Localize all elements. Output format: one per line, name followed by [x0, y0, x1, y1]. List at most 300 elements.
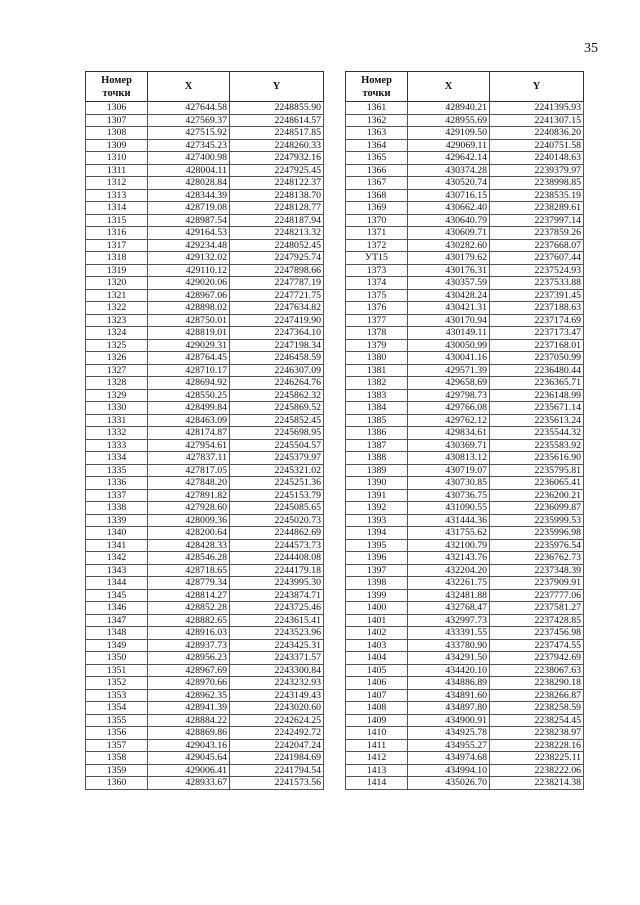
x-cell: 429045.64 — [148, 752, 230, 765]
table-row — [346, 202, 584, 215]
y-cell: 2247932.16 — [230, 152, 324, 165]
table-row — [86, 139, 324, 152]
point-number-cell: 1409 — [346, 714, 408, 727]
y-cell: 2237524.93 — [490, 264, 584, 277]
point-number-cell: 1399 — [346, 589, 408, 602]
point-number-cell: 1334 — [86, 452, 148, 465]
table-row — [346, 114, 584, 127]
x-cell: 429043.16 — [148, 739, 230, 752]
point-number-cell: 1360 — [86, 777, 148, 790]
table-row — [346, 377, 584, 390]
x-cell: 430170.94 — [408, 314, 490, 327]
x-cell: 428970.66 — [148, 677, 230, 690]
y-cell: 2237997.14 — [490, 214, 584, 227]
y-cell: 2245869.52 — [230, 402, 324, 415]
x-cell: 428869.86 — [148, 727, 230, 740]
table-row — [86, 114, 324, 127]
x-cell: 428546.28 — [148, 552, 230, 565]
point-number-cell: 1336 — [86, 477, 148, 490]
x-cell: 429642.14 — [408, 152, 490, 165]
point-number-cell: 1350 — [86, 652, 148, 665]
point-number-cell: 1309 — [86, 139, 148, 152]
x-cell: 428004.11 — [148, 164, 230, 177]
x-cell: 428344.39 — [148, 189, 230, 202]
x-cell: 431444.36 — [408, 514, 490, 527]
y-cell: 2237428.85 — [490, 614, 584, 627]
header-y: Y — [490, 72, 584, 102]
table-row — [346, 339, 584, 352]
table-row — [346, 752, 584, 765]
table-row — [346, 427, 584, 440]
header-point-number: Номер точки — [86, 72, 148, 102]
x-cell: 428750.01 — [148, 314, 230, 327]
x-cell: 431755.62 — [408, 527, 490, 540]
point-number-cell: 1392 — [346, 502, 408, 515]
y-cell: 2237859.26 — [490, 227, 584, 240]
y-cell: 2243523.96 — [230, 627, 324, 640]
table-row — [86, 764, 324, 777]
point-number-cell: 1345 — [86, 589, 148, 602]
point-number-cell: 1308 — [86, 127, 148, 140]
table-row — [346, 702, 584, 715]
point-number-cell: 1411 — [346, 739, 408, 752]
point-number-cell: 1383 — [346, 389, 408, 402]
x-cell: 429069.11 — [408, 139, 490, 152]
point-number-cell: 1327 — [86, 364, 148, 377]
x-cell: 432100.79 — [408, 539, 490, 552]
table-row — [346, 127, 584, 140]
table-row — [346, 189, 584, 202]
table-row — [86, 502, 324, 515]
y-cell: 2237168.01 — [490, 339, 584, 352]
x-cell: 430149.11 — [408, 327, 490, 340]
x-cell: 430282.60 — [408, 239, 490, 252]
table-row — [86, 464, 324, 477]
x-cell: 430176.31 — [408, 264, 490, 277]
y-cell: 2245379.97 — [230, 452, 324, 465]
point-number-cell: 1364 — [346, 139, 408, 152]
y-cell: 2247634.82 — [230, 302, 324, 315]
x-cell: 429834.61 — [408, 427, 490, 440]
table-row — [86, 252, 324, 265]
table-body-right — [346, 102, 584, 790]
point-number-cell: 1406 — [346, 677, 408, 690]
y-cell: 2248187.94 — [230, 214, 324, 227]
x-cell: 428967.69 — [148, 664, 230, 677]
x-cell: 427891.82 — [148, 489, 230, 502]
point-number-cell: 1374 — [346, 277, 408, 290]
x-cell: 428940.21 — [408, 102, 490, 115]
y-cell: 2245852.45 — [230, 414, 324, 427]
point-number-cell: 1310 — [86, 152, 148, 165]
x-cell: 433780.90 — [408, 639, 490, 652]
y-cell: 2245153.79 — [230, 489, 324, 502]
table-row — [86, 727, 324, 740]
table-row — [346, 214, 584, 227]
x-cell: 428174.87 — [148, 427, 230, 440]
y-cell: 2238225.11 — [490, 752, 584, 765]
x-cell: 430736.75 — [408, 489, 490, 502]
point-number-cell: 1387 — [346, 439, 408, 452]
y-cell: 2247198.34 — [230, 339, 324, 352]
point-number-cell: 1306 — [86, 102, 148, 115]
x-cell: 430041.16 — [408, 352, 490, 365]
x-cell: 430050.99 — [408, 339, 490, 352]
point-number-cell: 1393 — [346, 514, 408, 527]
table-row — [346, 464, 584, 477]
point-number-cell: 1335 — [86, 464, 148, 477]
y-cell: 2237607.44 — [490, 252, 584, 265]
header-point-number: Номер точки — [346, 72, 408, 102]
y-cell: 2248138.70 — [230, 189, 324, 202]
point-number-cell: 1315 — [86, 214, 148, 227]
point-number-cell: 1365 — [346, 152, 408, 165]
x-cell: 428955.69 — [408, 114, 490, 127]
point-number-cell: 1329 — [86, 389, 148, 402]
y-cell: 2238290.18 — [490, 677, 584, 690]
point-number-cell: 1408 — [346, 702, 408, 715]
y-cell: 2245698.95 — [230, 427, 324, 440]
y-cell: 2244408.08 — [230, 552, 324, 565]
x-cell: 427400.98 — [148, 152, 230, 165]
table-row — [86, 514, 324, 527]
y-cell: 2248517.85 — [230, 127, 324, 140]
y-cell: 2235613.24 — [490, 414, 584, 427]
y-cell: 2235996.98 — [490, 527, 584, 540]
y-cell: 2243020.60 — [230, 702, 324, 715]
point-number-cell: 1401 — [346, 614, 408, 627]
y-cell: 2246264.76 — [230, 377, 324, 390]
table-row — [86, 439, 324, 452]
y-cell: 2237348.39 — [490, 564, 584, 577]
point-number-cell: 1414 — [346, 777, 408, 790]
point-number-cell: 1359 — [86, 764, 148, 777]
x-cell: 429798.73 — [408, 389, 490, 402]
y-cell: 2238254.45 — [490, 714, 584, 727]
header-y: Y — [230, 72, 324, 102]
point-number-cell: 1378 — [346, 327, 408, 340]
y-cell: 2241395.93 — [490, 102, 584, 115]
y-cell: 2235795.81 — [490, 464, 584, 477]
point-number-cell: 1366 — [346, 164, 408, 177]
y-cell: 2237581.27 — [490, 602, 584, 615]
x-cell: 427954.61 — [148, 439, 230, 452]
point-number-cell: 1324 — [86, 327, 148, 340]
x-cell: 428819.01 — [148, 327, 230, 340]
y-cell: 2237456.98 — [490, 627, 584, 640]
table-row — [346, 327, 584, 340]
point-number-cell: 1307 — [86, 114, 148, 127]
table-row — [346, 514, 584, 527]
x-cell: 430813.12 — [408, 452, 490, 465]
table-row — [346, 252, 584, 265]
table-row — [346, 539, 584, 552]
table-row — [346, 477, 584, 490]
x-cell: 434897.80 — [408, 702, 490, 715]
point-number-cell: 1368 — [346, 189, 408, 202]
x-cell: 428009.36 — [148, 514, 230, 527]
point-number-cell: 1381 — [346, 364, 408, 377]
x-cell: 429109.50 — [408, 127, 490, 140]
x-cell: 434900.91 — [408, 714, 490, 727]
coordinates-table-left — [85, 71, 324, 790]
y-cell: 2239379.97 — [490, 164, 584, 177]
table-row — [86, 127, 324, 140]
y-cell: 2240751.58 — [490, 139, 584, 152]
x-cell: 431090.55 — [408, 502, 490, 515]
x-cell: 427569.37 — [148, 114, 230, 127]
point-number-cell: 1325 — [86, 339, 148, 352]
point-number-cell: 1347 — [86, 614, 148, 627]
x-cell: 428764.45 — [148, 352, 230, 365]
y-cell: 2245085.65 — [230, 502, 324, 515]
y-cell: 2243300.84 — [230, 664, 324, 677]
point-number-cell: 1388 — [346, 452, 408, 465]
y-cell: 2238228.16 — [490, 739, 584, 752]
x-cell: 428719.08 — [148, 202, 230, 215]
x-cell: 429029.31 — [148, 339, 230, 352]
y-cell: 2237777.06 — [490, 589, 584, 602]
point-number-cell: 1348 — [86, 627, 148, 640]
point-number-cell: 1326 — [86, 352, 148, 365]
x-cell: 428550.25 — [148, 389, 230, 402]
table-row — [346, 764, 584, 777]
table-row — [86, 664, 324, 677]
y-cell: 2246458.59 — [230, 352, 324, 365]
x-cell: 429110.12 — [148, 264, 230, 277]
table-row — [346, 302, 584, 315]
table-row — [346, 364, 584, 377]
y-cell: 2243615.41 — [230, 614, 324, 627]
y-cell: 2241573.56 — [230, 777, 324, 790]
y-cell: 2240836.20 — [490, 127, 584, 140]
x-cell: 429006.41 — [148, 764, 230, 777]
table-row — [86, 327, 324, 340]
point-number-cell: 1355 — [86, 714, 148, 727]
point-number-cell: 1344 — [86, 577, 148, 590]
x-cell: 430357.59 — [408, 277, 490, 290]
x-cell: 428814.27 — [148, 589, 230, 602]
table-row — [86, 777, 324, 790]
table-row — [86, 627, 324, 640]
point-number-cell: 1400 — [346, 602, 408, 615]
point-number-cell: 1397 — [346, 564, 408, 577]
x-cell: 430179.62 — [408, 252, 490, 265]
y-cell: 2237533.88 — [490, 277, 584, 290]
point-number-cell: 1403 — [346, 639, 408, 652]
table-row — [346, 777, 584, 790]
y-cell: 2242624.25 — [230, 714, 324, 727]
table-row — [86, 164, 324, 177]
x-cell: 427817.05 — [148, 464, 230, 477]
table-row — [346, 389, 584, 402]
x-cell: 430374.28 — [408, 164, 490, 177]
table-row — [346, 352, 584, 365]
point-number-cell: 1367 — [346, 177, 408, 190]
y-cell: 2238998.85 — [490, 177, 584, 190]
y-cell: 2238258.59 — [490, 702, 584, 715]
x-cell: 428882.65 — [148, 614, 230, 627]
point-number-cell: 1371 — [346, 227, 408, 240]
table-row — [86, 314, 324, 327]
table-row — [346, 277, 584, 290]
x-cell: 429164.53 — [148, 227, 230, 240]
point-number-cell: 1369 — [346, 202, 408, 215]
header-x: X — [148, 72, 230, 102]
x-cell: 430662.40 — [408, 202, 490, 215]
point-number-cell: 1390 — [346, 477, 408, 490]
x-cell: 429766.08 — [408, 402, 490, 415]
x-cell: 430369.71 — [408, 439, 490, 452]
table-row — [86, 452, 324, 465]
x-cell: 432204.20 — [408, 564, 490, 577]
point-number-cell: 1410 — [346, 727, 408, 740]
x-cell: 430520.74 — [408, 177, 490, 190]
table-row — [86, 552, 324, 565]
x-cell: 428499.84 — [148, 402, 230, 415]
x-cell: 434994.10 — [408, 764, 490, 777]
table-row — [86, 202, 324, 215]
y-cell: 2244862.69 — [230, 527, 324, 540]
y-cell: 2247419.90 — [230, 314, 324, 327]
point-number-cell: 1352 — [86, 677, 148, 690]
table-row — [86, 402, 324, 415]
table-row — [346, 227, 584, 240]
x-cell: 428898.02 — [148, 302, 230, 315]
table-row — [86, 477, 324, 490]
x-cell: 434955.27 — [408, 739, 490, 752]
x-cell: 427345.23 — [148, 139, 230, 152]
point-number-cell: 1373 — [346, 264, 408, 277]
table-body-left — [86, 102, 324, 790]
point-number-cell: 1382 — [346, 377, 408, 390]
y-cell: 2235544.32 — [490, 427, 584, 440]
x-cell: 434974.68 — [408, 752, 490, 765]
y-cell: 2248213.32 — [230, 227, 324, 240]
x-cell: 432768.47 — [408, 602, 490, 615]
x-cell: 434925.78 — [408, 727, 490, 740]
y-cell: 2237188.63 — [490, 302, 584, 315]
y-cell: 2243425.31 — [230, 639, 324, 652]
point-number-cell: 1316 — [86, 227, 148, 240]
header-x: X — [408, 72, 490, 102]
table-row — [86, 339, 324, 352]
x-cell: 432481.88 — [408, 589, 490, 602]
y-cell: 2241984.69 — [230, 752, 324, 765]
y-cell: 2236065.41 — [490, 477, 584, 490]
x-cell: 428779.34 — [148, 577, 230, 590]
y-cell: 2238214.38 — [490, 777, 584, 790]
x-cell: 429132.02 — [148, 252, 230, 265]
point-number-cell: 1385 — [346, 414, 408, 427]
table-row — [86, 264, 324, 277]
x-cell: 430640.79 — [408, 214, 490, 227]
point-number-cell: 1353 — [86, 689, 148, 702]
x-cell: 428710.17 — [148, 364, 230, 377]
point-number-cell: 1384 — [346, 402, 408, 415]
y-cell: 2245020.73 — [230, 514, 324, 527]
table-row — [346, 552, 584, 565]
y-cell: 2243874.71 — [230, 589, 324, 602]
point-number-cell: 1395 — [346, 539, 408, 552]
table-row — [86, 177, 324, 190]
x-cell: 427837.11 — [148, 452, 230, 465]
x-cell: 428028.84 — [148, 177, 230, 190]
table-row — [346, 652, 584, 665]
y-cell: 2238238.97 — [490, 727, 584, 740]
y-cell: 2248052.45 — [230, 239, 324, 252]
point-number-cell: 1407 — [346, 689, 408, 702]
table-row — [86, 564, 324, 577]
x-cell: 428884.22 — [148, 714, 230, 727]
table-row — [86, 189, 324, 202]
table-row — [346, 139, 584, 152]
point-number-cell: 1331 — [86, 414, 148, 427]
y-cell: 2248122.37 — [230, 177, 324, 190]
y-cell: 2237909.91 — [490, 577, 584, 590]
table-row — [346, 739, 584, 752]
table-row — [346, 102, 584, 115]
y-cell: 2247364.10 — [230, 327, 324, 340]
table-row — [86, 352, 324, 365]
x-cell: 429020.06 — [148, 277, 230, 290]
y-cell: 2236148.99 — [490, 389, 584, 402]
table-row — [86, 427, 324, 440]
x-cell: 432997.73 — [408, 614, 490, 627]
x-cell: 434886.89 — [408, 677, 490, 690]
y-cell: 2237391.45 — [490, 289, 584, 302]
y-cell: 2236099.87 — [490, 502, 584, 515]
point-number-cell: 1339 — [86, 514, 148, 527]
y-cell: 2243149.43 — [230, 689, 324, 702]
x-cell: 428718.65 — [148, 564, 230, 577]
table-row — [346, 639, 584, 652]
table-row — [86, 702, 324, 715]
table-row — [86, 302, 324, 315]
point-number-cell: 1332 — [86, 427, 148, 440]
table-row — [346, 577, 584, 590]
point-number-cell: 1338 — [86, 502, 148, 515]
table-row — [346, 239, 584, 252]
y-cell: 2241307.15 — [490, 114, 584, 127]
table-row — [346, 264, 584, 277]
point-number-cell: 1389 — [346, 464, 408, 477]
y-cell: 2243371.57 — [230, 652, 324, 665]
point-number-cell: 1312 — [86, 177, 148, 190]
y-cell: 2238067.63 — [490, 664, 584, 677]
x-cell: 428941.39 — [148, 702, 230, 715]
table-row — [86, 102, 324, 115]
table-row — [86, 289, 324, 302]
x-cell: 428852.28 — [148, 602, 230, 615]
y-cell: 2245504.57 — [230, 439, 324, 452]
y-cell: 2246307.09 — [230, 364, 324, 377]
point-number-cell: 1413 — [346, 764, 408, 777]
coordinates-table-right — [345, 71, 584, 790]
point-number-cell: 1377 — [346, 314, 408, 327]
table-row — [86, 677, 324, 690]
y-cell: 2248260.33 — [230, 139, 324, 152]
table-row — [86, 539, 324, 552]
point-number-cell: 1354 — [86, 702, 148, 715]
y-cell: 2244573.73 — [230, 539, 324, 552]
x-cell: 434420.10 — [408, 664, 490, 677]
table-row — [86, 277, 324, 290]
point-number-cell: 1333 — [86, 439, 148, 452]
table-row — [86, 602, 324, 615]
point-number-cell: 1320 — [86, 277, 148, 290]
table-row — [86, 152, 324, 165]
